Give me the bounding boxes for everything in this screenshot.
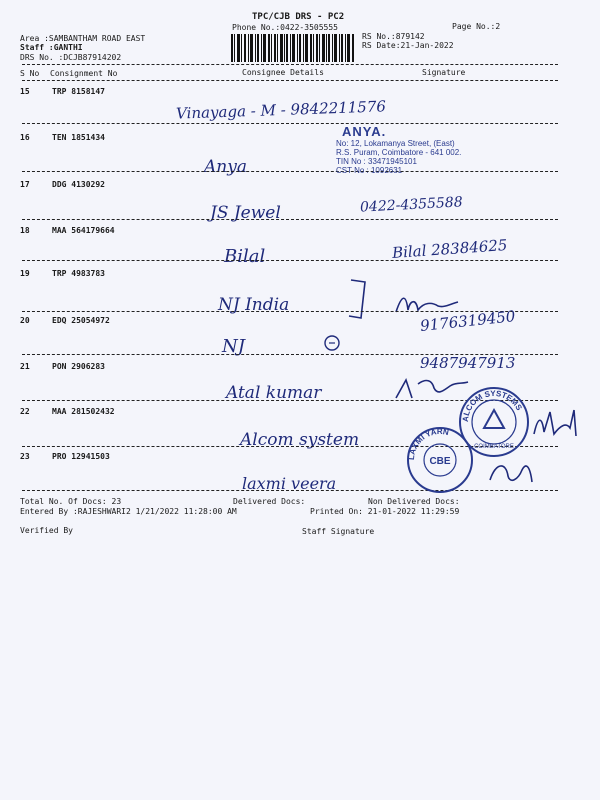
row-consignment: DDG 4130292 — [52, 180, 105, 189]
delivered-docs: Delivered Docs: — [233, 497, 306, 506]
stamp-address-line: R.S. Puram, Coimbatore - 641 002. — [336, 148, 462, 157]
row-consignment: MAA 281502432 — [52, 407, 115, 416]
row-divider — [22, 490, 558, 491]
bracket-mark — [345, 276, 375, 322]
row-sno: 15 — [20, 87, 30, 96]
printed-on: Printed On: 21-01-2022 11:29:59 — [310, 507, 460, 516]
cbe-stamp-ring-text: LAXMI YARN — [406, 426, 450, 461]
report-title: TPC/CJB DRS - PC2 — [252, 12, 345, 22]
stamp-company-name: ANYA. — [342, 124, 387, 139]
page-number: Page No.:2 — [452, 22, 501, 31]
row-divider — [22, 260, 558, 261]
row-consignee-handwritten: Atal kumar — [226, 383, 322, 403]
row-consignment: MAA 564179664 — [52, 226, 115, 235]
col-consignment: Consignment No — [50, 69, 118, 78]
row-consignment: EDQ 25054972 — [52, 316, 110, 325]
alcom-stamp-text: ALCOM SYSTEMS — [460, 388, 524, 423]
entered-by: Entered By :RAJESHWARI2 1/21/2022 11:28:00 AM — [20, 507, 237, 516]
row-consignment: PRO 12941503 — [52, 452, 110, 461]
row-signature-handwritten: 9487947913 — [420, 354, 516, 372]
row-sno: 20 — [20, 316, 30, 325]
signature-scribble — [486, 456, 536, 490]
staff-field: Staff :GANTHI — [20, 43, 83, 52]
row-sno: 17 — [20, 180, 30, 189]
row-sno: 22 — [20, 407, 30, 416]
row-signature-handwritten: Bilal 28384625 — [391, 235, 508, 263]
row-consignment: TRP 8158147 — [52, 87, 105, 96]
row-consignee-handwritten: NJ — [222, 336, 245, 357]
row-sno: 18 — [20, 226, 30, 235]
row-divider — [22, 219, 558, 220]
row-consignee-handwritten: Alcom system — [240, 430, 360, 450]
row-consignment: TRP 4983783 — [52, 269, 105, 278]
circle-mark — [322, 334, 342, 352]
area-field: Area :SAMBANTHAM ROAD EAST — [20, 34, 146, 43]
col-sno: S No — [20, 69, 40, 78]
rs-date: RS Date:21-Jan-2022 — [362, 41, 454, 50]
phone-number: Phone No.:0422-3505555 — [232, 23, 338, 32]
rs-number: RS No.:879142 — [362, 32, 425, 41]
col-consignee: Consignee Details — [242, 68, 324, 77]
company-stamp — [336, 124, 486, 175]
row-signature-handwritten: 0422-4355588 — [359, 194, 464, 216]
row-sno: 23 — [20, 452, 30, 461]
row-sno: 19 — [20, 269, 30, 278]
row-sno: 21 — [20, 362, 30, 371]
header-divider — [22, 80, 558, 81]
total-docs: Total No. Of Docs: 23 — [20, 497, 122, 506]
stamp-address-line: No: 12, Lokamanya Street, (East) — [336, 139, 455, 148]
signature-scribble — [530, 406, 582, 442]
row-consignment: TEN 1851434 — [52, 133, 105, 142]
header-divider — [22, 64, 558, 65]
row-signature-handwritten: 9176319450 — [419, 307, 517, 335]
row-consignee-handwritten: Bilal — [224, 246, 266, 267]
staff-signature-label: Staff Signature — [302, 527, 375, 536]
stamp-cst: CST No : 1092631 — [336, 166, 403, 175]
stamp-tin: TIN No : 33471945101 — [336, 157, 417, 166]
non-delivered-docs: Non Delivered Docs: — [368, 497, 460, 506]
row-consignment: PON 2906283 — [52, 362, 105, 371]
drs-number: DRS No. :DCJB87914202 — [20, 53, 122, 62]
row-consignee-handwritten: Anya — [204, 157, 247, 177]
verified-by: Verified By — [20, 526, 73, 535]
cbe-round-stamp — [404, 424, 476, 496]
alcom-stamp-city: COIMBATORE — [474, 444, 514, 450]
row-consignee-handwritten: NJ India — [218, 295, 290, 315]
barcode — [231, 34, 354, 62]
row-consignee-handwritten: laxmi veera — [242, 474, 337, 493]
row-sno: 16 — [20, 133, 30, 142]
col-signature: Signature — [422, 68, 466, 77]
row-consignee-handwritten: JS Jewel — [210, 203, 281, 223]
row-consignee-handwritten: Vinayaga - M - 9842211576 — [175, 97, 387, 123]
cbe-stamp-text: CBE — [429, 456, 451, 467]
